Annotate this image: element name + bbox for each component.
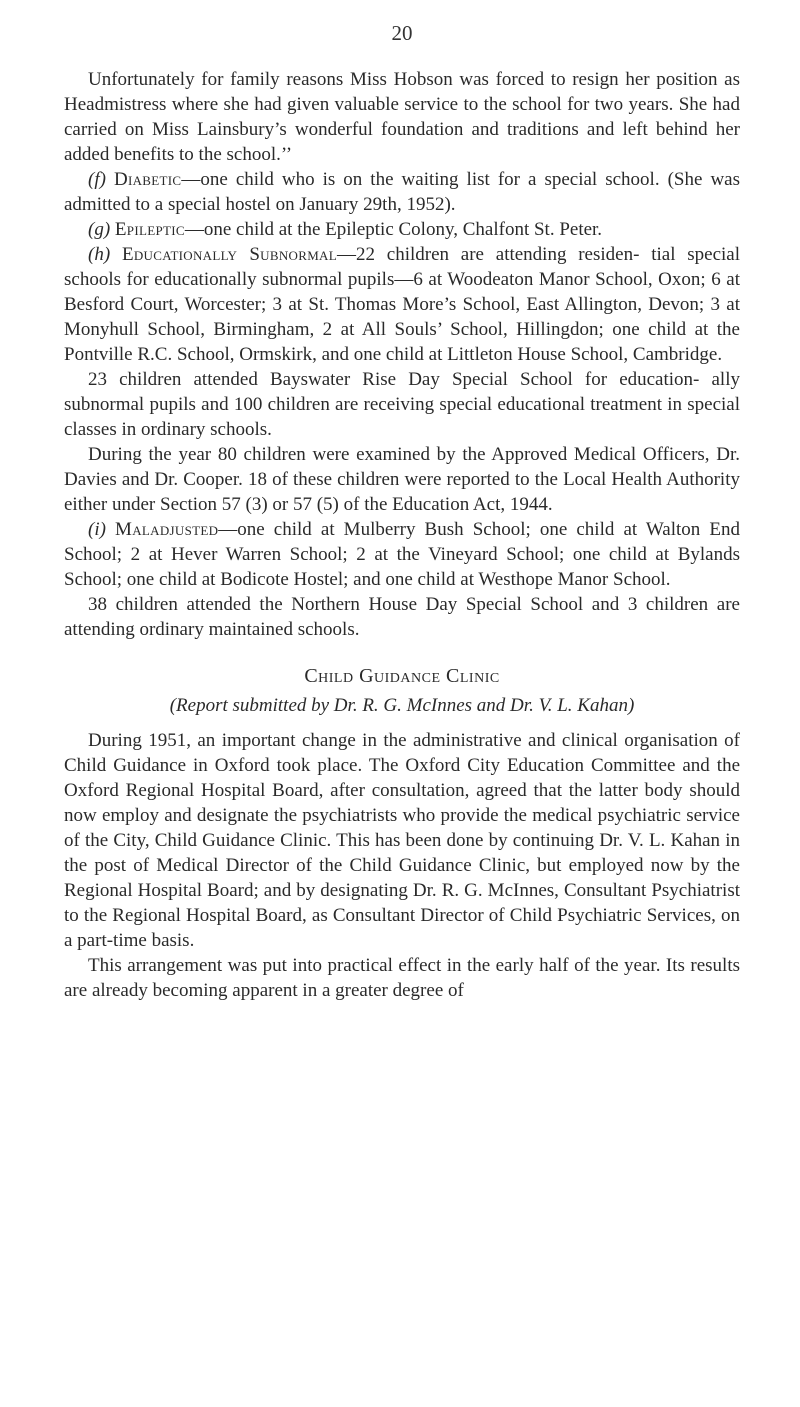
- paragraph-epileptic: [64, 217, 740, 242]
- paragraph-bayswater: 23 children attended Bayswater Rise Day Special School for education- ally subnormal pupils and 100 children are receiving special educational treatment in special classes in ordinary schools.: [64, 369, 740, 440]
- item-text-diabetic: —one child who is on the waiting list for a special school. (She was admitted to a special hostel on January 29th, 1952).: [64, 169, 741, 215]
- item-title-diabetic: Diabetic: [113, 169, 182, 190]
- section-heading: Child Guidance Clinic: [304, 665, 500, 687]
- item-text-epileptic: —one child at the Epileptic Colony, Chalfont St. Peter.: [184, 219, 603, 240]
- item-title-subnormal: Educationally Subnormal: [121, 244, 337, 265]
- item-title-epileptic: Epileptic: [114, 219, 185, 240]
- paragraph-hobson: Unfortunately for family reasons Miss Hobson was forced to resign her position as Headmistress where she had given valuable service to the school for two years. She had carried on Miss Lainsbury’s wonderful foundation and traditions and left behind her added benefits to the school.’’: [64, 69, 740, 165]
- item-text-subnormal: —22 children are attending residen- tial special schools for educationally subnormal pupils—6 at Woodeaton Manor School, Oxon; 6 at Besford Court, Worcester; 3 at St. Thomas More’s School, East Allington, Devon; 3 at Monyhull School, Birmingham, 2 at All Souls’ School, Hillingdon; one child at the Pontville R.C. School, Ormskirk, and one child at Littleton House School, Cambridge.: [64, 244, 740, 365]
- paragraph-diabetic: [64, 167, 740, 217]
- item-label-f: (f): [88, 169, 106, 190]
- paragraph-subnormal: [64, 242, 740, 367]
- page-number: 20: [391, 21, 413, 45]
- item-label-h: (h): [88, 244, 111, 265]
- paragraph-maladjusted: [64, 517, 740, 592]
- paragraph-northern-house: 38 children attended the Northern House Day Special School and 3 children are attending ordinary maintained schools.: [64, 594, 740, 640]
- item-title-maladjusted: Maladjusted: [115, 519, 219, 540]
- item-text-maladjusted: —one child at Mulberry Bush School; one child at Walton End School; 2 at Hever Warren School; 2 at the Vineyard School; one child at Bylands School; one child at Bodicote Hostel; and one child at Westhope Manor School.: [64, 519, 740, 590]
- section-subheading: (Report submitted by Dr. R. G. McInnes and Dr. V. L. Kahan): [169, 695, 635, 716]
- paragraph-arrangement: This arrangement was put into practical effect in the early half of the year. Its results are already becoming apparent in a greater degree of: [64, 955, 740, 1001]
- paragraph-reorganisation: During 1951, an important change in the administrative and clinical organisation of Child Guidance in Oxford took place. The Oxford City Education Committee and the Oxford Regional Hospital Board, after consultation, agreed that the latter body should now employ and designate the psychiatrists who provide the medical psychiatric service of the City, Child Guidance Clinic. This has been done by continuing Dr. V. L. Kahan in the post of Medical Director of the Child Guidance Clinic, but employed now by the Regional Hospital Board; and by designating Dr. R. G. McInnes, Consultant Psychiatrist to the Regional Hospital Board, as Consultant Director of Child Psychiatric Services, on a part-time basis.: [64, 730, 740, 951]
- paragraph-medical-officers: During the year 80 children were examined by the Approved Medical Officers, Dr. Davies and Dr. Cooper. 18 of these children were reported to the Local Health Authority either under Section 57 (3) or 57 (5) of the Education Act, 1944.: [64, 444, 740, 515]
- item-label-g: (g): [88, 219, 111, 240]
- item-label-i: (i): [88, 519, 106, 540]
- body-text: [64, 67, 740, 1003]
